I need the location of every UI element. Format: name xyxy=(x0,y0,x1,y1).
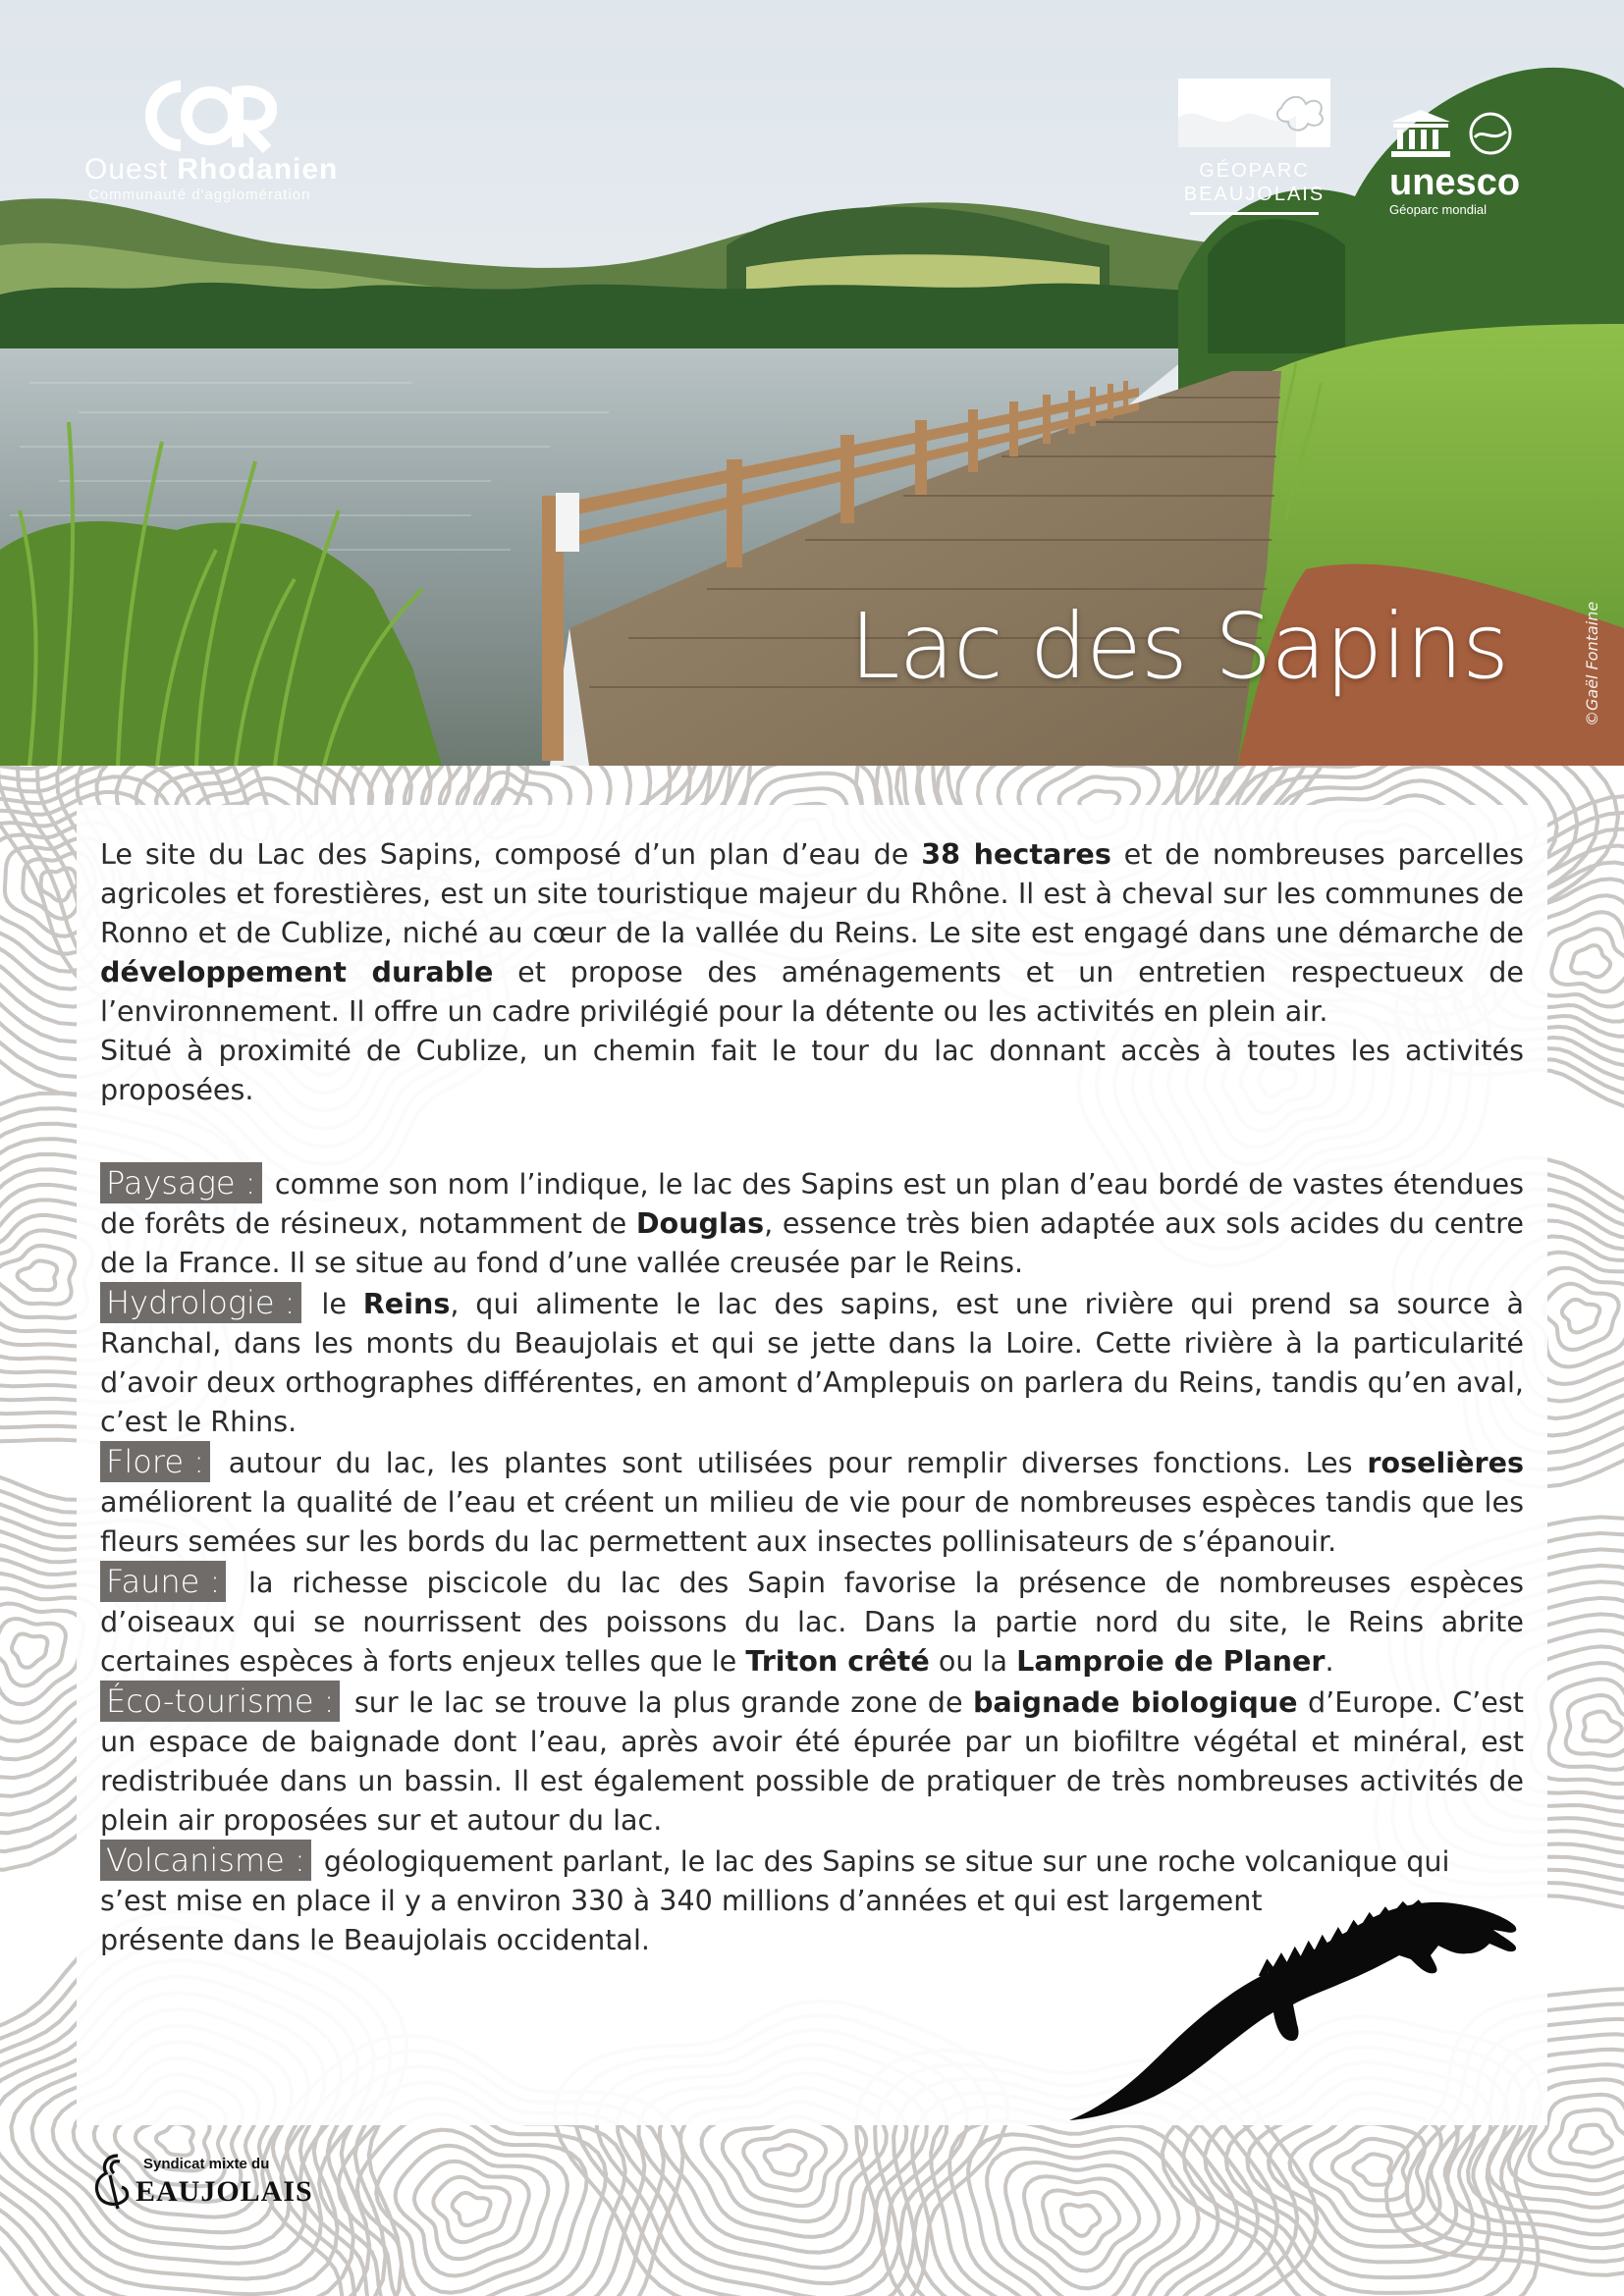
contour-line xyxy=(1549,2109,1624,2166)
cor-logo-name: Ouest Rhodanien xyxy=(84,153,339,186)
unesco-subtitle: Géoparc mondial xyxy=(1389,202,1487,217)
hero-photo xyxy=(0,0,1624,766)
intro-paragraph: Le site du Lac des Sapins, composé d’un plan d’eau de 38 hectares et de nombreuses parcelles agricoles et forestières, est un site touristique majeur du Rhône. Il est à cheval sur les communes de Ronno et de Cublize, niché au cœur de la vallée du Reins. Le site est engagé dans une démarche de développement durable et propose des aménagements et un entretien respectueux de l’environnement. Il offre un cadre privilégié pour la détente ou les activités en plein air. Situé à proximité de Cublize, un chemin fait le tour du lac donnant accès à toutes les activités proposées. xyxy=(100,837,1524,1106)
highlight-developpement-durable: développement durable xyxy=(100,955,494,988)
unesco-geopark-ring-icon xyxy=(1463,108,1518,159)
section-volcanisme: Volcanisme : géologiquement parlant, le lac des Sapins se situe sur une roche volcanique qui s’est mise en place il y a environ 330 à 340 millions d’années et qui est largement présente dans le Beaujolais occidental. xyxy=(100,1842,1450,1956)
footer-logo-small-text: Syndicat mixte du xyxy=(143,2156,270,2172)
cor-logo-subtitle: Communauté d'agglomération xyxy=(88,187,311,203)
unesco-temple-icon xyxy=(1389,108,1452,159)
tag-hydrologie: Hydrologie : xyxy=(100,1282,301,1323)
tag-volcanisme: Volcanisme : xyxy=(100,1840,311,1881)
contour-line xyxy=(1551,929,1624,991)
unesco-wordmark: unesco xyxy=(1389,162,1521,203)
contour-line xyxy=(1562,1300,1599,1333)
contour-line xyxy=(0,1619,66,1685)
tag-flore: Flore : xyxy=(100,1441,210,1482)
contour-line xyxy=(414,2162,529,2260)
ouest-rhodanien-logo xyxy=(84,79,340,203)
photo-credit: ©Gaël Fontaine xyxy=(1583,601,1601,726)
contour-line xyxy=(18,1261,58,1291)
contour-line xyxy=(723,2116,846,2206)
geoparc-mountain-icon xyxy=(1178,79,1330,155)
page-title: Lac des Sapins xyxy=(849,594,1508,699)
contour-line xyxy=(12,1634,47,1668)
geoparc-beaujolais-logo xyxy=(1178,79,1330,215)
geoparc-underline xyxy=(1190,212,1319,215)
geoparc-line1: GÉOPARC xyxy=(1199,160,1310,182)
cor-logo-mark xyxy=(143,79,277,153)
section-hydrologie: Hydrologie : le Reins, qui alimente le lac des sapins, est une rivière qui prend sa source à Ranchal, dans les monts du Beaujolais et qui se jette dans la Loire. Cette rivière à la particularité d’avoir deux orthographes différentes, en amont d’Amplepuis on parlera du Reins, tandis qu’en aval, c’est le Rhins. xyxy=(100,1284,1524,1438)
section-ecotourisme: Éco-tourisme : sur le lac se trouve la plus grande zone de baignade biologique d’Europe. C’est un espace de baignade dont l’eau, après avoir été épurée par un biofiltre végétal et minéral, est redistribuée dans un bassin. Il est également possible de pratiquer de très nombreuses activités de plein air proposées sur et autour du lac. xyxy=(100,1682,1524,1837)
geoparc-line2: BEAUJOLAIS xyxy=(1183,184,1326,205)
contour-line xyxy=(743,2131,826,2191)
contour-line xyxy=(1043,2190,1119,2253)
contour-line xyxy=(453,2193,491,2225)
contour-line xyxy=(0,1246,75,1305)
unesco-logo xyxy=(1389,108,1566,217)
contour-line xyxy=(1570,2125,1612,2154)
highlight-hectares: 38 hectares xyxy=(921,837,1111,871)
contour-line xyxy=(1571,945,1610,977)
tag-ecotourisme: Éco-tourisme : xyxy=(100,1681,340,1722)
contour-line xyxy=(1543,1284,1619,1350)
tag-paysage: Paysage : xyxy=(100,1162,262,1203)
contour-line xyxy=(765,2145,806,2175)
contour-line xyxy=(1583,1712,1622,1742)
section-flore: Flore : autour du lac, les plantes sont utilisées pour remplir diverses fonctions. Les roselières améliorent la qualité de l’eau et créent un milieu de vie pour de nombreuses espèces tandis que les fleurs semées sur les bords du lac permettent aux insectes pollinisateurs de s’épanouir. xyxy=(100,1443,1524,1558)
newt-silhouette-icon xyxy=(1065,1875,1527,2130)
section-paysage: Paysage : comme son nom l’indique, le lac des Sapins est un plan d’eau bordé de vastes étendues de forêts de résineux, notamment de Douglas, essence très bien adaptée aux sols acides du centre de la France. Il se situe au fond d’une vallée creusée par le Reins. xyxy=(100,1164,1524,1279)
contour-line xyxy=(1332,2139,1408,2201)
contour-line xyxy=(156,2123,193,2155)
contour-line xyxy=(1566,1695,1624,1756)
body-content xyxy=(100,834,1524,1959)
tag-faune: Faune : xyxy=(100,1561,226,1602)
contour-line xyxy=(1353,2154,1391,2184)
footer-logo-big-text: EAUJOLAIS xyxy=(135,2175,313,2208)
contour-line xyxy=(1061,2205,1100,2236)
contour-line xyxy=(433,2177,510,2242)
section-faune: Faune : la richesse piscicole du lac des Sapin favorise la présence de nombreuses espèces d’oiseaux qui se nourrissent des poissons du lac. Dans la partie nord du site, le Reins abrite certaines espèces à forts enjeux telles que le Triton crêté ou la Lamproie de Planer. xyxy=(100,1563,1524,1678)
